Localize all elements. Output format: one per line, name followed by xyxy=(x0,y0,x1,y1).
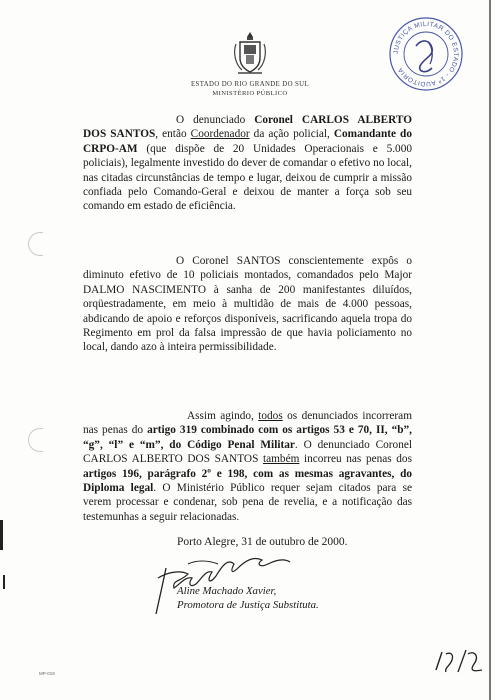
letterhead-state: ESTADO DO RIO GRANDE DO SUL xyxy=(190,81,310,88)
page-edge xyxy=(489,0,491,700)
paragraph-charges: Assim agindo, todos os denunciados incorreram nas penas do artigo 319 combinado com os artigos 53 e 70, II, “b”, “g”, “l” e “m”, do Código Penal Militar. O denunciado Coronel CARLOS ALBERTO DOS SANTOS também incorreu nas penas dos artigos 196, parágrafo 2º e 198, com as mesmas agravantes, do Diploma legal. O Ministério Público requer sejam citados para se verem processar e condenar, sob pena de revelia, e a notificação das testemunhas a seguir relacionadas. xyxy=(83,410,412,523)
punch-hole xyxy=(28,232,43,256)
letterhead-office: MINISTÉRIO PÚBLICO xyxy=(212,90,288,97)
svg-text:JUSTIÇA MILITAR DO ESTADO - 1ª xyxy=(393,21,459,87)
coat-of-arms-icon xyxy=(232,30,268,78)
letterhead xyxy=(160,80,340,98)
handwritten-folio-number xyxy=(428,646,488,676)
punch-hole xyxy=(28,428,43,452)
signatory-name: Aline Machado Xavier, xyxy=(177,585,277,597)
stamp-ring-text: JUSTIÇA MILITAR DO ESTADO - 1ª AUDITORIA xyxy=(392,20,460,88)
signatory-title: Promotora de Justiça Substituta. xyxy=(177,598,319,611)
paragraph-exposure-of-troops: O Coronel SANTOS conscientemente expôs o diminuto efetivo de 10 policiais montados, comandados pelo Major DALMO NASCIMENTO à sanha de 200 manifestantes diluídos, orqüestradamente, em meio à multidão de mais de 4.000 pessoas, abdicando de apoio e reforços disponíveis, sacrificando aquela tropa do Regimento em prol da falsa impressão de que havia policiamento no local, dando azo à inteira permissibilidade. xyxy=(83,255,412,354)
date-line: Porto Alegre, 31 de outubro de 2000. xyxy=(177,536,348,548)
court-stamp xyxy=(388,16,464,92)
paragraph-defendant-command: O denunciado Coronel CARLOS ALBERTO DOS SANTOS, então Coordenador da ação policial, Comandante do CRPO-AM (que dispõe de 20 Unidades Operacionais e 5.000 policiais), legalmente investido do dever de comandar o efetivo no local, nas citadas circunstâncias de tempo e lugar, deixou de cumprir a missão confiada pelo Comando-Geral e deixou de manter a força sob seu comando em estado de eficiência. xyxy=(83,114,412,213)
binding-mark xyxy=(0,520,3,550)
form-code: MP-019 xyxy=(39,671,55,676)
signatory-block xyxy=(177,585,319,612)
binding-mark xyxy=(3,575,5,589)
